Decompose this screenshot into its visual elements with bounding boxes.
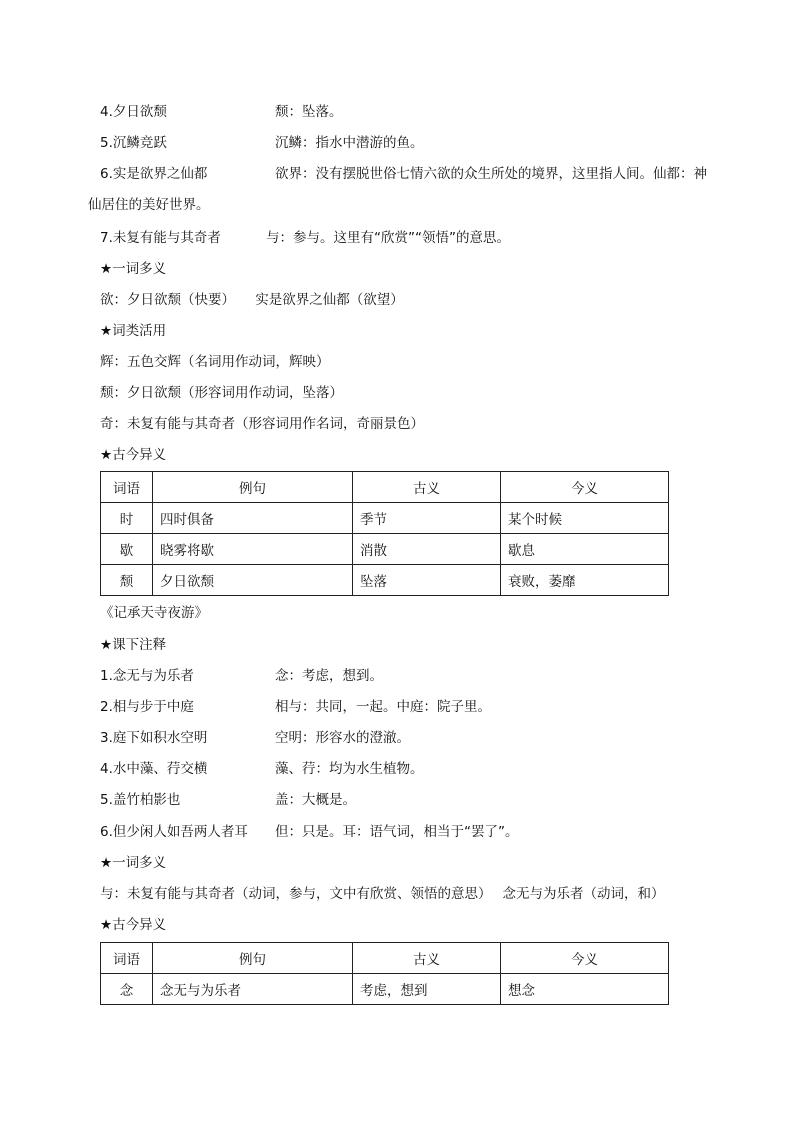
example-cell: 晓雾将歇 xyxy=(153,534,353,565)
polysemy-text: 欲：夕日欲颓（快要） 实是欲界之仙都（欲望） xyxy=(100,292,404,308)
note-gloss: 相与：共同，一起。中庭：院子里。 xyxy=(275,699,491,715)
note-gloss-continuation: 仙居住的美好世界。 xyxy=(88,197,210,213)
header-cell: 词语 xyxy=(101,943,153,974)
ancient-modern-table xyxy=(100,471,669,596)
word-cell: 颓 xyxy=(101,565,153,596)
note-phrase: 6.但少闲人如吾两人者耳 xyxy=(100,824,248,840)
modern-meaning-cell: 歇息 xyxy=(501,534,669,565)
note-gloss: 念：考虑，想到。 xyxy=(275,668,383,684)
note-phrase: 6.实是欲界之仙都 xyxy=(100,166,208,182)
note-gloss: 空明：形容水的澄澈。 xyxy=(275,730,410,746)
conversion-heading: ★词类活用 xyxy=(100,323,167,339)
note-phrase: 5.沉鳞竞跃 xyxy=(100,135,167,151)
header-cell: 今义 xyxy=(501,943,669,974)
modern-meaning-cell: 衰败，萎靡 xyxy=(501,565,669,596)
ancient-modern-table xyxy=(100,942,669,1005)
conversion-line: 颓：夕日欲颓（形容词用作动词，坠落） xyxy=(100,385,343,401)
header-cell: 古义 xyxy=(353,943,501,974)
conversion-line: 奇：未复有能与其奇者（形容词用作名词，奇丽景色） xyxy=(100,416,424,432)
note-gloss: 沉鳞：指水中潜游的鱼。 xyxy=(275,135,424,151)
header-cell: 例句 xyxy=(153,472,353,503)
header-cell: 例句 xyxy=(153,943,353,974)
table-header-row xyxy=(101,472,669,503)
note-gloss: 欲界：没有摆脱世俗七情六欲的众生所处的境界，这里指人间。仙都：神 xyxy=(275,166,707,182)
polysemy-text: 与：未复有能与其奇者（动词，参与，文中有欣赏、领悟的意思） 念无与为乐者（动词，和） xyxy=(100,886,665,902)
conversion-line: 辉：五色交辉（名词用作动词，辉映） xyxy=(100,354,330,370)
word-cell: 歇 xyxy=(101,534,153,565)
note-gloss: 颓：坠落。 xyxy=(275,104,343,120)
polysemy-heading: ★一词多义 xyxy=(100,261,167,277)
section-title: 《记承天寺夜游》 xyxy=(100,605,208,621)
word-cell: 时 xyxy=(101,503,153,534)
header-cell: 词语 xyxy=(101,472,153,503)
note-phrase: 1.念无与为乐者 xyxy=(100,668,194,684)
note-phrase: 3.庭下如积水空明 xyxy=(100,730,208,746)
word-cell: 念 xyxy=(101,974,153,1005)
header-cell: 今义 xyxy=(501,472,669,503)
table-header-row xyxy=(101,943,669,974)
note-phrase: 4.夕日欲颓 xyxy=(100,104,167,120)
table-row xyxy=(101,565,669,596)
note-phrase: 5.盖竹柏影也 xyxy=(100,792,181,808)
example-cell: 四时俱备 xyxy=(153,503,353,534)
table-row xyxy=(101,503,669,534)
modern-meaning-cell: 想念 xyxy=(501,974,669,1005)
note-gloss: 盖：大概是。 xyxy=(275,792,356,808)
note-gloss: 藻、荇：均为水生植物。 xyxy=(275,761,424,777)
ancient-modern-heading: ★古今异义 xyxy=(100,917,167,933)
ancient-meaning-cell: 坠落 xyxy=(353,565,501,596)
polysemy-heading: ★一词多义 xyxy=(100,855,167,871)
note-gloss: 但：只是。耳：语气词，相当于“罢了”。 xyxy=(275,824,519,840)
note-phrase: 4.水中藻、荇交横 xyxy=(100,761,208,777)
ancient-meaning-cell: 消散 xyxy=(353,534,501,565)
example-cell: 念无与为乐者 xyxy=(153,974,353,1005)
table-row xyxy=(101,534,669,565)
header-cell: 古义 xyxy=(353,472,501,503)
note-gloss: 与：参与。这里有“欣赏”“领悟”的意思。 xyxy=(266,230,510,246)
table-row xyxy=(101,974,669,1005)
example-cell: 夕日欲颓 xyxy=(153,565,353,596)
notes-heading: ★课下注释 xyxy=(100,637,167,653)
ancient-meaning-cell: 季节 xyxy=(353,503,501,534)
note-phrase: 2.相与步于中庭 xyxy=(100,699,194,715)
ancient-meaning-cell: 考虑，想到 xyxy=(353,974,501,1005)
ancient-modern-heading: ★古今异义 xyxy=(100,447,167,463)
modern-meaning-cell: 某个时候 xyxy=(501,503,669,534)
note-phrase: 7.未复有能与其奇者 xyxy=(100,230,221,246)
